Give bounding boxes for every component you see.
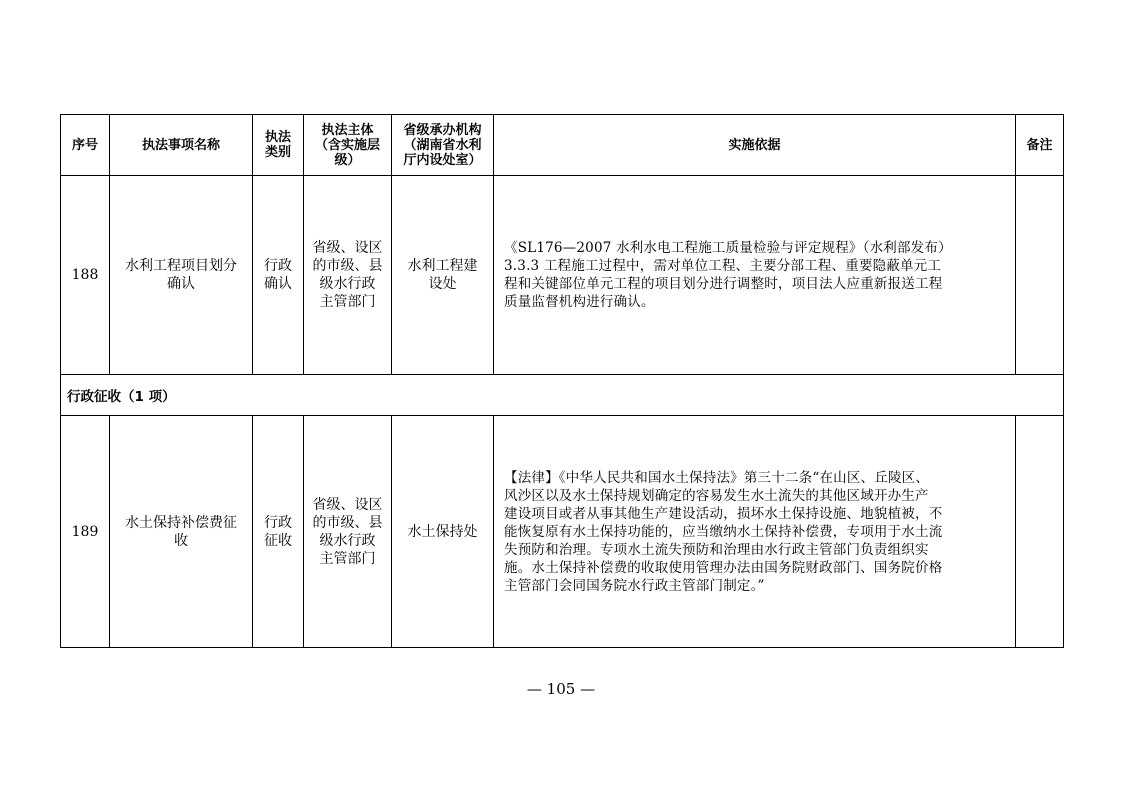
section-row	[61, 375, 1064, 416]
header-org-line: 省级承办机构	[403, 122, 482, 138]
cell-subject-line: 省级、设区	[312, 496, 383, 513]
cell-subject-line: 级水行政	[319, 532, 376, 549]
basis-line: 《SL176—2007 水利水电工程施工质量检验与评定规程》（水利部发布）	[504, 240, 952, 256]
cell-subject	[304, 416, 392, 648]
header-org	[392, 115, 494, 176]
cell-item-name-line: 水土保持补偿费征	[125, 514, 237, 531]
basis-line: 施。水土保持补偿费的收取使用管理办法由国务院财政部门、国务院价格	[504, 559, 943, 576]
table-row	[61, 176, 1064, 375]
cell-category-line: 征收	[264, 532, 292, 549]
cell-category-line: 确认	[264, 276, 292, 292]
header-item-name: 执法事项名称	[110, 115, 253, 176]
cell-subject-line: 省级、设区	[312, 240, 383, 256]
cell-item-name-line: 确认	[167, 276, 195, 292]
basis-line: 主管部门会同国务院水行政主管部门制定。”	[504, 577, 765, 594]
header-row	[61, 115, 1064, 176]
page-number: — 105 —	[526, 680, 596, 698]
cell-category-line: 行政	[264, 514, 292, 531]
cell-subject-line: 的市级、县	[312, 514, 383, 531]
cell-seq: 188	[61, 176, 110, 375]
basis-line: 【法律】《中华人民共和国水土保持法》第三十二条“在山区、丘陵区、	[504, 469, 930, 486]
cell-subject-line: 的市级、县	[312, 258, 383, 274]
cell-org-line: 设处	[428, 276, 457, 292]
cell-item-name-line: 水利工程项目划分	[125, 258, 237, 274]
header-subject-line: 级）	[334, 152, 361, 168]
header-seq: 序号	[61, 115, 110, 176]
table-row	[61, 416, 1064, 648]
cell-category	[253, 416, 304, 648]
basis-line: 3.3.3 工程施工过程中，需对单位工程、主要分部工程、重要隐蔽单元工	[504, 258, 942, 274]
basis-line: 质量监督机构进行确认。	[504, 294, 655, 310]
cell-remark	[1016, 176, 1064, 375]
cell-basis	[494, 176, 1016, 375]
header-category-line: 执法	[264, 130, 291, 145]
cell-subject-line: 主管部门	[319, 550, 376, 567]
cell-remark	[1016, 416, 1064, 648]
header-subject-line: （含实施层	[314, 137, 380, 153]
cell-org-line: 水土保持处	[407, 523, 478, 540]
cell-basis	[494, 416, 1016, 648]
cell-item-name	[110, 416, 253, 648]
basis-line: 程和关键部位单元工程的项目划分进行调整时，项目法人应重新报送工程	[504, 276, 943, 292]
header-org-line: 厅内设处室）	[403, 152, 482, 168]
section-title: 行政征收（1 项）	[61, 375, 1064, 416]
header-org-line: （湖南省水利	[403, 137, 482, 153]
basis-line: 失预防和治理。专项水土流失预防和治理由水行政主管部门负责组织实	[504, 541, 929, 558]
cell-item-name-line: 收	[174, 532, 188, 549]
cell-subject-line: 级水行政	[319, 276, 376, 292]
basis-line: 能恢复原有水土保持功能的，应当缴纳水土保持补偿费，专项用于水土流	[504, 523, 943, 540]
header-category	[253, 115, 304, 176]
basis-line: 风沙区以及水土保持规划确定的容易发生水土流失的其他区域开办生产	[504, 487, 929, 504]
cell-category	[253, 176, 304, 375]
cell-subject	[304, 176, 392, 375]
header-category-line: 类别	[264, 145, 291, 160]
basis-line: 建设项目或者从事其他生产建设活动，损坏水土保持设施、地貌植被，不	[504, 505, 943, 522]
header-basis: 实施依据	[494, 115, 1016, 176]
header-subject	[304, 115, 392, 176]
cell-seq: 189	[61, 416, 110, 648]
cell-org	[392, 416, 494, 648]
header-subject-line: 执法主体	[321, 122, 374, 138]
cell-category-line: 行政	[264, 258, 292, 274]
cell-org-line: 水利工程建	[407, 258, 478, 274]
cell-org	[392, 176, 494, 375]
header-remark: 备注	[1016, 115, 1064, 176]
cell-subject-line: 主管部门	[319, 294, 376, 310]
cell-item-name	[110, 176, 253, 375]
enforcement-items-table	[60, 114, 1064, 648]
